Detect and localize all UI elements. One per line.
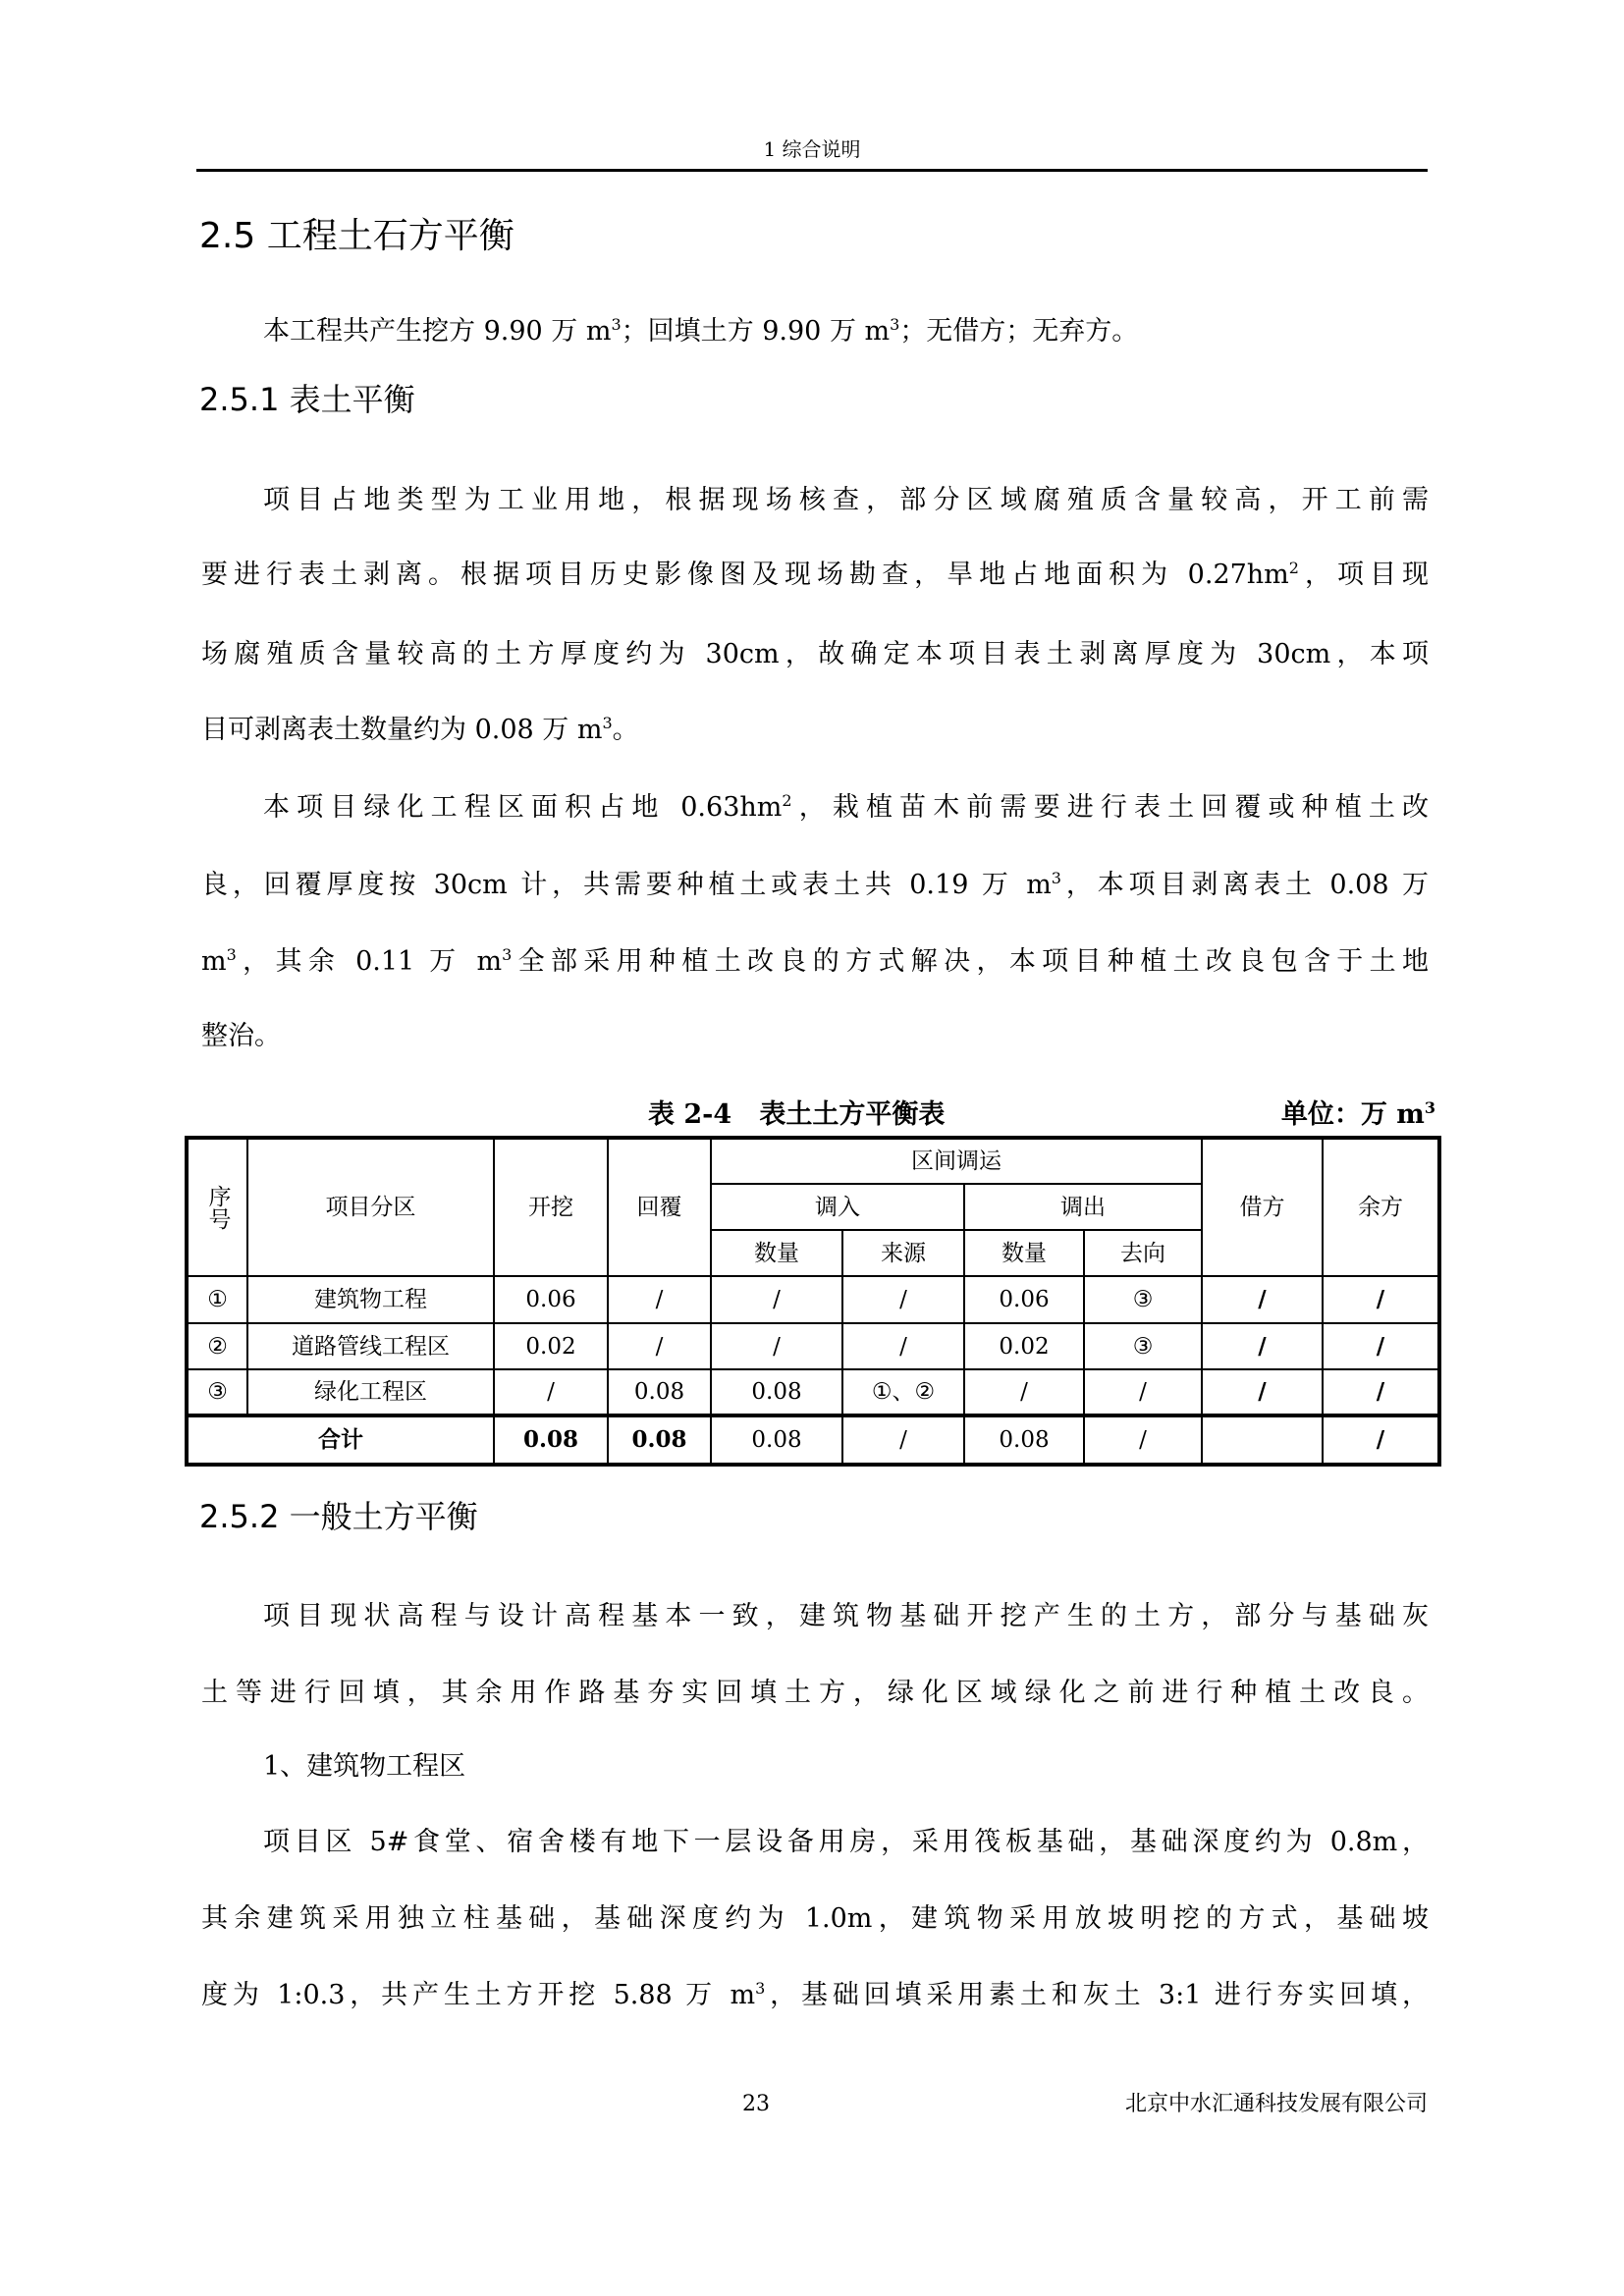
table-header-row — [187, 1138, 1439, 1184]
superscript: 3 — [226, 945, 237, 964]
paragraph-line: 整治。 — [201, 1021, 281, 1051]
text: ，栽植苗木前需要进行表土回覆或种植土改 — [791, 792, 1429, 823]
superscript: 2 — [1288, 559, 1299, 577]
text: 度为 1:0.3，共产生土方开挖 5.88 万 m — [201, 1980, 756, 2010]
text: ，项目现 — [1298, 560, 1429, 590]
header-source: 来源 — [842, 1230, 964, 1276]
paragraph-line: 其余建筑采用独立柱基础，基础深度约为 1.0m，建筑物采用放坡明挖的方式，基础坡 — [201, 1903, 1429, 1934]
footer-company: 北京中水汇通科技发展有限公司 — [1124, 2092, 1428, 2116]
cell-source: ①、② — [842, 1369, 964, 1415]
running-header: 1 综合说明 — [763, 137, 861, 161]
cell-surplus: / — [1323, 1323, 1439, 1369]
header-qty-out: 数量 — [964, 1230, 1084, 1276]
text: ，基础回填采用素土和灰土 3:1 进行夯实回填， — [765, 1980, 1429, 2010]
cell-qty-in: / — [711, 1323, 842, 1369]
total-qty-out: 0.08 — [964, 1415, 1084, 1465]
text: ，其余 0.11 万 m — [236, 946, 503, 977]
paragraph-line — [201, 942, 1429, 982]
header-transfer: 区间调运 — [711, 1138, 1202, 1184]
table-row — [187, 1276, 1439, 1323]
header-borrow: 借方 — [1202, 1138, 1323, 1276]
header-destination: 去向 — [1084, 1230, 1202, 1276]
cell-destination: ③ — [1084, 1276, 1202, 1323]
total-excavation: 0.08 — [494, 1415, 608, 1465]
header-backfill: 回覆 — [608, 1138, 711, 1276]
superscript: 3 — [1051, 869, 1061, 887]
paragraph-line: 项目现状高程与设计高程基本一致，建筑物基础开挖产生的土方，部分与基础灰 — [263, 1601, 1429, 1631]
cell-seq: ③ — [187, 1369, 247, 1415]
paragraph-line: 项目区 5#食堂、宿舍楼有地下一层设备用房，采用筏板基础，基础深度约为 0.8m， — [263, 1827, 1429, 1857]
paragraph-line: 土等进行回填，其余用作路基夯实回填土方，绿化区域绿化之前进行种植土改良。 — [201, 1678, 1429, 1708]
superscript: 3 — [502, 945, 513, 964]
text: ，本项目剥离表土 0.08 万 — [1060, 870, 1429, 900]
total-surplus: / — [1323, 1415, 1439, 1465]
table-caption: 表 2-4 表土土方平衡表 — [648, 1099, 946, 1130]
cell-backfill: / — [608, 1323, 711, 1369]
cell-surplus: / — [1323, 1369, 1439, 1415]
paragraph-line: 场腐殖质含量较高的土方厚度约为 30cm，故确定本项目表土剥离厚度为 30cm，本项 — [201, 639, 1429, 669]
total-qty-in: 0.08 — [711, 1415, 842, 1465]
cell-seq: ① — [187, 1276, 247, 1323]
total-backfill: 0.08 — [608, 1415, 711, 1465]
cell-qty-in: 0.08 — [711, 1369, 842, 1415]
cell-zone: 绿化工程区 — [247, 1369, 494, 1415]
text: 全部采用种植土改良的方式解决，本项目种植土改良包含于土地 — [512, 946, 1429, 977]
header-rule — [196, 169, 1428, 172]
cell-backfill: / — [608, 1276, 711, 1323]
table-unit — [1281, 1095, 1435, 1135]
cell-qty-out: 0.06 — [964, 1276, 1084, 1323]
header-transfer-in: 调入 — [711, 1184, 964, 1230]
cell-qty-out: 0.02 — [964, 1323, 1084, 1369]
soil-balance-table — [185, 1136, 1441, 1467]
cell-borrow: / — [1202, 1369, 1323, 1415]
superscript: 3 — [1424, 1098, 1435, 1117]
superscript: 2 — [782, 791, 792, 810]
total-borrow — [1202, 1415, 1323, 1465]
superscript: 3 — [602, 714, 613, 732]
superscript: 3 — [890, 315, 900, 334]
cell-excavation: 0.02 — [494, 1323, 608, 1369]
text: 本项目绿化工程区面积占地 0.63hm — [263, 792, 783, 823]
cell-source: / — [842, 1276, 964, 1323]
header-surplus: 余方 — [1323, 1138, 1439, 1276]
cell-source: / — [842, 1323, 964, 1369]
cell-borrow: / — [1202, 1276, 1323, 1323]
header-seq: 序号 — [187, 1138, 247, 1276]
cell-excavation: / — [494, 1369, 608, 1415]
paragraph-line — [201, 1976, 1429, 2015]
unit-text: 单位：万 m — [1280, 1099, 1425, 1130]
summary-text-2: ；回填土方 9.90 万 m — [621, 316, 891, 347]
page-number: 23 — [742, 2092, 770, 2116]
subsection-title-2-5-2: 2.5.2 一般土方平衡 — [199, 1498, 478, 1535]
paragraph-line — [201, 556, 1429, 595]
cell-qty-in: / — [711, 1276, 842, 1323]
section-title: 2.5 工程土石方平衡 — [199, 216, 514, 256]
text: 要进行表土剥离。根据项目历史影像图及现场勘查，旱地占地面积为 0.27hm — [201, 560, 1289, 590]
paragraph-line — [201, 711, 1429, 750]
cell-destination: ③ — [1084, 1323, 1202, 1369]
header-zone: 项目分区 — [247, 1138, 494, 1276]
total-destination: / — [1084, 1415, 1202, 1465]
text: 良，回覆厚度按 30cm 计，共需要种植土或表土共 0.19 万 m — [201, 870, 1052, 900]
cell-excavation: 0.06 — [494, 1276, 608, 1323]
paragraph-line — [263, 788, 1429, 828]
total-label: 合计 — [187, 1415, 494, 1465]
paragraph-line — [201, 866, 1429, 905]
summary-text-1: 本工程共产生挖方 9.90 万 m — [263, 316, 612, 347]
cell-zone: 建筑物工程 — [247, 1276, 494, 1323]
header-qty-in: 数量 — [711, 1230, 842, 1276]
superscript: 3 — [611, 315, 622, 334]
text: m — [201, 946, 227, 977]
cell-qty-out: / — [964, 1369, 1084, 1415]
superscript: 3 — [755, 1979, 766, 1998]
table-row — [187, 1369, 1439, 1415]
cell-backfill: 0.08 — [608, 1369, 711, 1415]
paragraph-line: 项目占地类型为工业用地，根据现场核查，部分区域腐殖质含量较高，开工前需 — [263, 485, 1429, 515]
list-item-heading: 1、建筑物工程区 — [263, 1751, 466, 1782]
cell-borrow: / — [1202, 1323, 1323, 1369]
cell-seq: ② — [187, 1323, 247, 1369]
table-total-row — [187, 1415, 1439, 1465]
section-summary — [263, 312, 1429, 351]
cell-destination: / — [1084, 1369, 1202, 1415]
subsection-title-2-5-1: 2.5.1 表土平衡 — [199, 381, 415, 418]
cell-zone: 道路管线工程区 — [247, 1323, 494, 1369]
total-source: / — [842, 1415, 964, 1465]
header-transfer-out: 调出 — [964, 1184, 1202, 1230]
text: 目可剥离表土数量约为 0.08 万 m — [201, 715, 603, 745]
summary-text-3: ；无借方；无弃方。 — [899, 316, 1139, 347]
text: 。 — [612, 715, 639, 745]
header-excavation: 开挖 — [494, 1138, 608, 1276]
cell-surplus: / — [1323, 1276, 1439, 1323]
table-row — [187, 1323, 1439, 1369]
